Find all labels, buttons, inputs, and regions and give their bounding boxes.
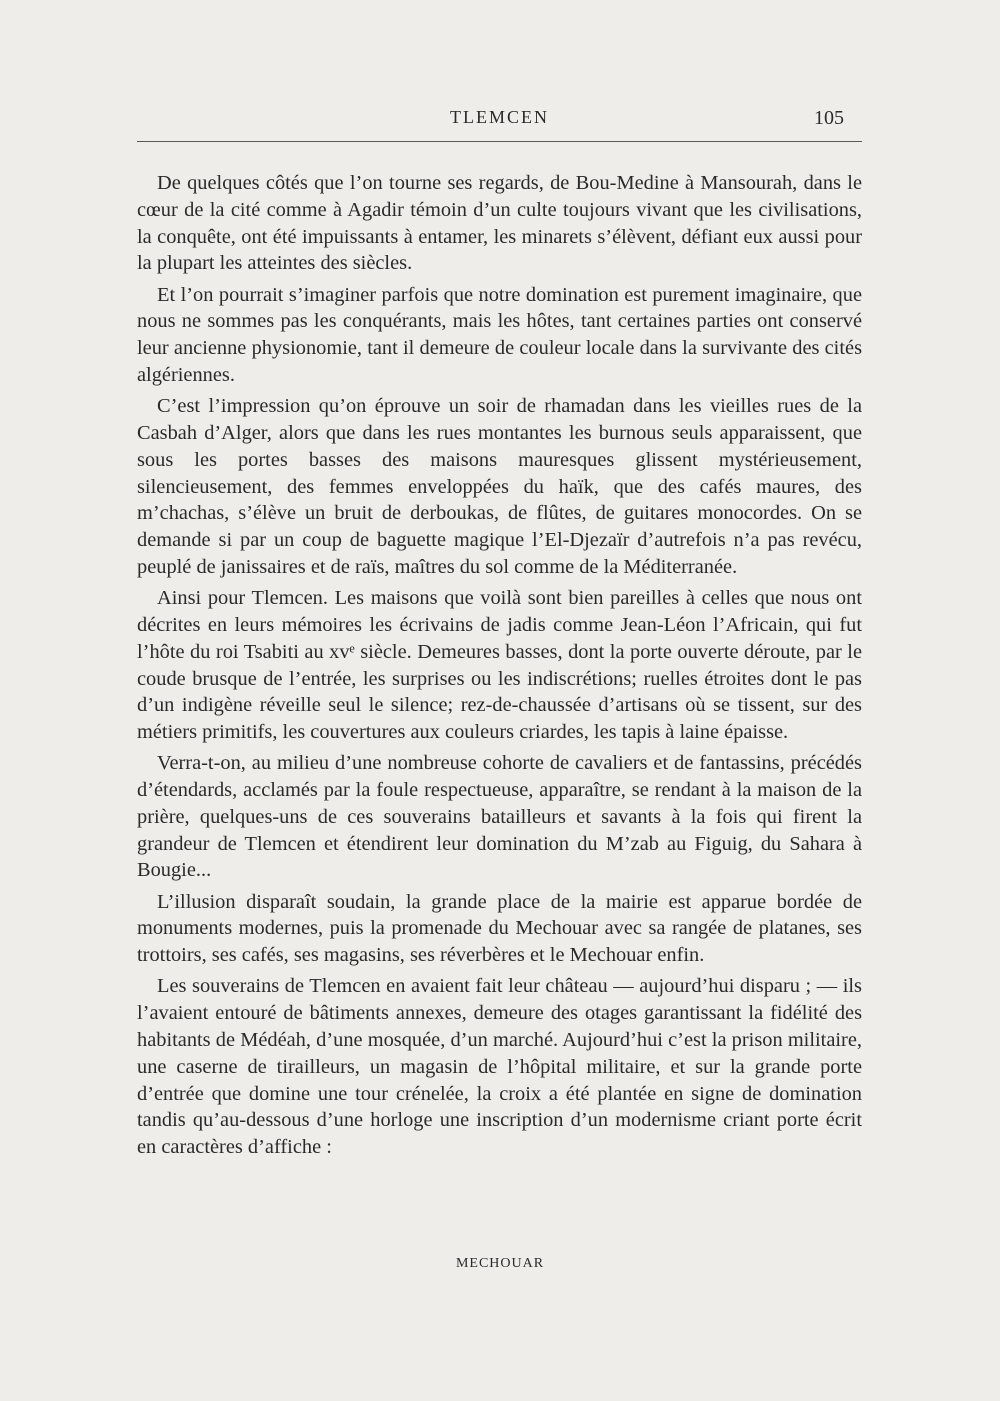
paragraph-5: Verra-t-on, au milieu d’une nombreuse cohorte de cavaliers et de fantassins, précédés d’étendards, acclamés par la foule respectueuse, apparaître, se rendant à la maison de la prière, quelques-uns de ces souverains batailleurs et savants à la fois qui firent la grandeur de Tlemcen et étendirent leur domination du M’zab au Figuig, du Sahara à Bougie... (137, 752, 862, 882)
header-rule (137, 141, 862, 142)
body-text (137, 170, 862, 1165)
paragraph-2: Et l’on pourrait s’imaginer parfois que notre domination est purement imaginaire, que nous ne sommes pas les conquérants, mais les hôtes, tant certaines parties ont conservé leur ancienne physionomie, tant il demeure de couleur locale dans la survivante des cités algériennes. (137, 283, 862, 386)
running-title: TLEMCEN (450, 107, 549, 127)
paragraph-4: Ainsi pour Tlemcen. Les maisons que voilà sont bien pareilles à celles que nous ont décrites en leurs mémoires les écrivains de jadis comme Jean-Léon l’Africain, qui fut l’hôte du roi Tsabiti au xvᵉ siècle. Demeures basses, dont la porte ouverte déroute, par le coude brusque de l’entrée, les surprises ou les indiscrétions; ruelles étroites dont le pas d’un indigène réveille seul le silence; rez-de-chaussée d’artisans où se tissent, sur des métiers primitifs, les couvertures aux couleurs criardes, les tapis à laine épaisse. (137, 587, 862, 744)
inscription-caption: MECHOUAR (455, 1256, 545, 1271)
page-number: 105 (814, 107, 844, 129)
paragraph-6: L’illusion disparaît soudain, la grande place de la mairie est apparue bordée de monuments modernes, puis la promenade du Mechouar avec sa rangée de platanes, ses trottoirs, ses cafés, ses magasins, ses réverbères et le Mechouar enfin. (137, 890, 862, 967)
paragraph-7: Les souverains de Tlemcen en avaient fait leur château — aujourd’hui disparu ; — ils l’avaient entouré de bâtiments annexes, demeure des otages garantissant la fidélité des habitants de Médéah, d’une mosquée, d’un marché. Aujourd’hui c’est la prison militaire, une caserne de tirailleurs, un magasin de l’hôpital militaire, et sur la grande porte d’entrée que domine une tour crénelée, la croix a été plantée en signe de domination tandis qu’au-dessous d’une horloge une inscription d’un modernisme criant porte écrit en caractères d’affiche : (137, 975, 862, 1159)
running-header (137, 104, 862, 140)
paragraph-1: De quelques côtés que l’on tourne ses regards, de Bou-Medine à Mansourah, dans le cœur de la cité comme à Agadir témoin d’un culte toujours vivant que les civilisations, la conquête, ont été impuissants à entamer, les minarets s’élèvent, défiant eux aussi pour la plupart les atteintes des siècles. (137, 172, 862, 275)
paragraph-3: C’est l’impression qu’on éprouve un soir de rhamadan dans les vieilles rues de la Casbah d’Alger, alors que dans les rues montantes les burnous seuls apparaissent, que sous les portes basses des maisons mauresques glissent mystérieusement, silencieusement, des femmes enveloppées du haïk, que des cafés maures, des m’chachas, s’élève un bruit de derboukas, de flûtes, de guitares monocordes. On se demande si par un coup de baguette magique l’El-Djezaïr d’autrefois n’a pas revécu, peuplé de janissaires et de raïs, maîtres du sol comme de la Méditerranée. (137, 395, 862, 578)
